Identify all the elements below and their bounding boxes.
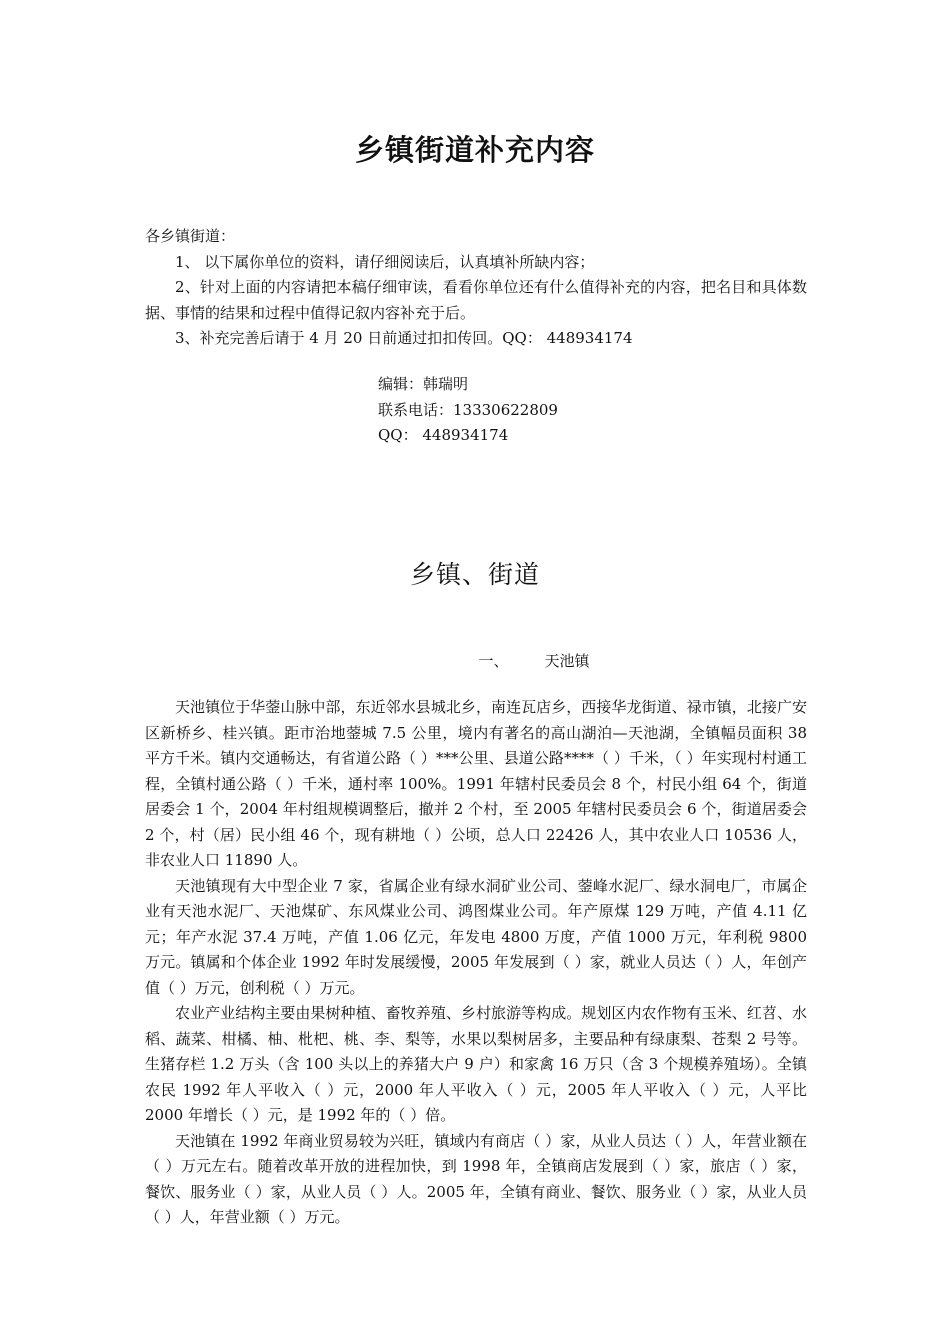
- section-subtitle: 乡镇、街道: [409, 560, 540, 589]
- notice-item-3: 3、补充完善后请于 4 月 20 日前通过扣扣传回。QQ： 448934174: [175, 329, 633, 347]
- notice-item-1: 1、 以下属你单位的资料，请仔细阅读后，认真填补所缺内容；: [175, 252, 595, 271]
- notice-block: [145, 224, 807, 352]
- document-title: 乡镇街道补充内容: [354, 133, 595, 167]
- paragraph-overview: 天池镇位于华蓥山脉中部，东近邻水县城北乡，南连瓦店乡，西接华龙街道、禄市镇，北接广安区新桥乡、桂兴镇。距市治地蓥城 7.5 公里，境内有著名的高山湖泊—天池湖，全镇幅员面积 38 平方千米。镇内交通畅达，有省道公路（ ）***公里、县道公路****（ ）千米，（ ）年实现村村通工程，全镇村通公路（ ）千米，通村率 100%。1991 年辖村民委员会 8 个，村民小组 64 个，街道居委会 1 个，2004 年村组规模调整后，撤并 2 个村，至 2005 年辖村民委员会 6 个，街道居委会 2 个，村（居）民小组 46 个，现有耕地（ ）公顷，总人口 22426 人，其中农业人口 10536 人，非农业人口 11890 人。: [145, 698, 807, 869]
- qq-line: QQ： 448934174: [378, 426, 509, 444]
- paragraph-enterprises: 天池镇现有大中型企业 7 家，省属企业有绿水洞矿业公司、蓥峰水泥厂、绿水洞电厂，市属企业有天池水泥厂、天池煤矿、东风煤业公司、鸿图煤业公司。年产原煤 129 万吨，产值 4.11 亿元；年产水泥 37.4 万吨，产值 1.06 亿元，年发电 4800 万度，产值 1000 万元，年利税 9800 万元。镇属和个体企业 1992 年时发展缓慢，2005 年发展到（ ）家，就业人员达（ ）人，年创产值（ ）万元，创利税（ ）万元。: [145, 876, 807, 997]
- paragraph-agriculture: 农业产业结构主要由果树种植、畜牧养殖、乡村旅游等构成。规划区内农作物有玉米、红苕、水稻、蔬菜、柑橘、柚、枇杷、桃、李、梨等，水果以梨树居多，主要品种有绿康梨、苍梨 2 号等。生猪存栏 1.2 万头（含 100 头以上的养猪大户 9 户）和家禽 16 万只（含 3 个规模养殖场）。全镇农民 1992 年人平收入（ ）元，2000 年人平收入（ ）元，2005 年人平收入（ ）元，人平比 2000 年增长（ ）元，是 1992 年的（ ）倍。: [145, 1004, 807, 1124]
- notice-salutation: 各乡镇街道：: [145, 227, 236, 245]
- section-name: 天池镇: [544, 652, 590, 670]
- editor-line: 编辑：韩瑞明: [378, 375, 469, 393]
- phone-line: 联系电话：13330622809: [378, 400, 558, 419]
- section-heading: [0, 650, 950, 671]
- contact-block: [378, 372, 558, 449]
- paragraph-commerce: 天池镇在 1992 年商业贸易较为兴旺，镇域内有商店（ ）家，从业人员达（ ）人，年营业额在（ ）万元左右。随着改革开放的进程加快，到 1998 年，全镇商店发展到（ ）家，旅店（ ）家，餐饮、服务业（ ）家，从业人员（ ）人。2005 年，全镇有商业、餐饮、服务业（ ）家，从业人员（ ）人，年营业额（ ）万元。: [145, 1131, 807, 1226]
- notice-item-2: 2、针对上面的内容请把本稿仔细审读，看看你单位还有什么值得补充的内容，把名目和具体数据、事情的结果和过程中值得记叙内容补充于后。: [145, 278, 807, 322]
- section-number: 一、: [478, 652, 509, 670]
- body-text: [145, 695, 807, 1231]
